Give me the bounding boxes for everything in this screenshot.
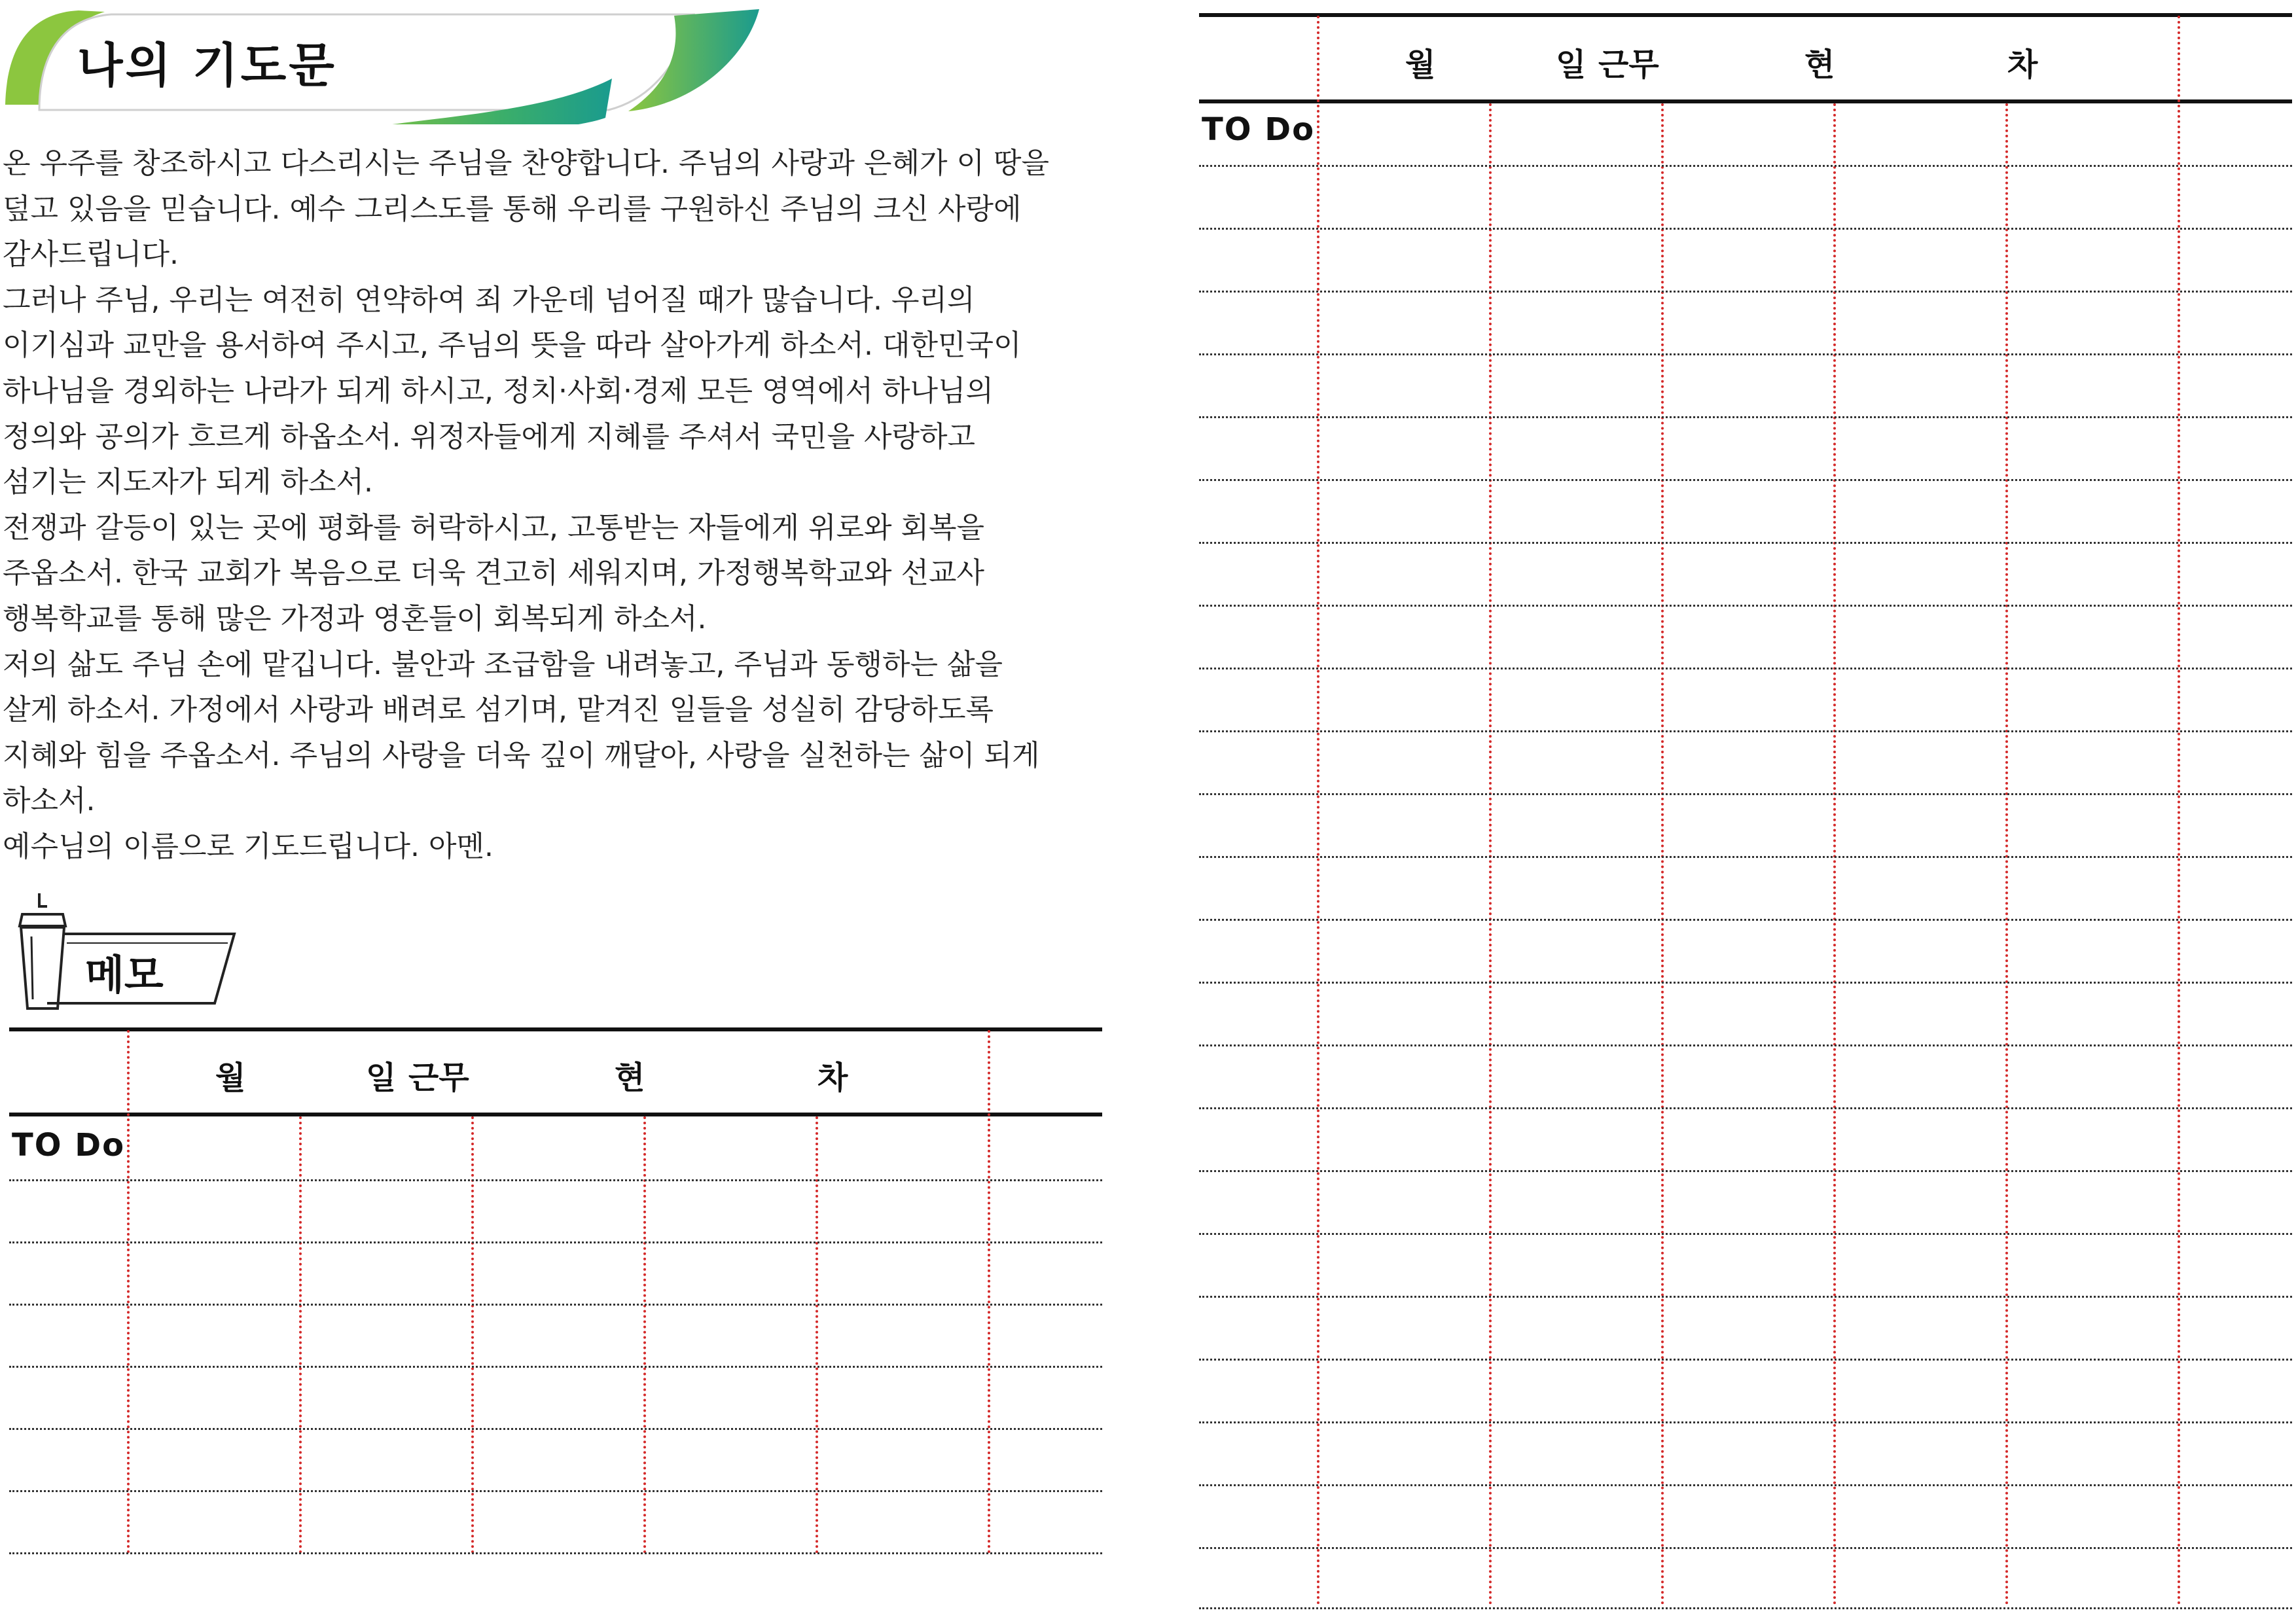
planner-header-rule — [1199, 99, 2292, 103]
row-line — [1199, 1421, 2292, 1423]
column-divider — [643, 1116, 646, 1554]
row-line — [1199, 1170, 2292, 1172]
row-line — [1199, 730, 2292, 732]
prayer-line: 행복학교를 통해 많은 가정과 영혼들이 회복되게 하소서. — [3, 601, 707, 635]
header-present: 현 — [615, 1060, 645, 1096]
prayer-line: 감사드립니다. — [3, 238, 179, 272]
prayer-line: 하나님을 경외하는 나라가 되게 하시고, 정치·사회·경제 모든 영역에서 하나님의 — [3, 374, 994, 408]
prayer-line: 섬기는 지도자가 되게 하소서. — [3, 465, 373, 499]
column-divider — [2005, 103, 2008, 1606]
column-divider — [988, 1030, 990, 1554]
prayer-line: 온 우주를 창조하시고 다스리시는 주님을 찬양합니다. 주님의 사랑과 은혜가 이 땅을 — [3, 147, 1049, 180]
prayer-line: 그러나 주님, 우리는 여전히 연약하여 죄 가운데 넘어질 때가 많습니다. 우리의 — [3, 283, 975, 317]
row-line — [1199, 228, 2292, 230]
prayer-line: 예수님의 이름으로 기도드립니다. 아멘. — [3, 829, 493, 863]
prayer-line: 저의 삶도 주님 손에 맡깁니다. 불안과 조급함을 내려놓고, 주님과 동행하는 삶을 — [3, 647, 1003, 681]
row-line — [1199, 668, 2292, 669]
memo-title: 메모 — [85, 951, 164, 999]
column-divider — [471, 1116, 474, 1554]
column-divider — [816, 1116, 818, 1554]
prayer-line: 지혜와 힘을 주옵소서. 주님의 사랑을 더욱 깊이 깨달아, 사랑을 실천하는 삶이 되게 — [3, 738, 1040, 772]
header-work: 근무 — [408, 1060, 469, 1096]
column-divider — [1661, 103, 1664, 1606]
todo-label: TO Do — [12, 1127, 126, 1164]
row-line — [1199, 1484, 2292, 1486]
row-line — [1199, 1547, 2292, 1549]
row-line — [9, 1304, 1102, 1306]
header-diff: 차 — [2007, 46, 2038, 83]
row-line — [9, 1366, 1102, 1368]
page-title: 나의 기도문 — [77, 38, 337, 93]
header-month: 월 — [215, 1060, 246, 1096]
header-month: 월 — [1405, 46, 1436, 83]
todo-label: TO Do — [1202, 111, 1316, 148]
planner-header-rule — [9, 1113, 1102, 1116]
row-line — [9, 1490, 1102, 1492]
row-line — [1199, 605, 2292, 607]
row-line — [1199, 1107, 2292, 1109]
row-line — [1199, 793, 2292, 795]
row-line — [1199, 856, 2292, 858]
column-divider — [1317, 16, 1319, 1606]
row-line — [1199, 1233, 2292, 1235]
row-line — [1199, 919, 2292, 921]
planner-grid-right — [1199, 13, 2292, 1610]
row-line — [1199, 1296, 2292, 1298]
prayer-line: 전쟁과 갈등이 있는 곳에 평화를 허락하시고, 고통받는 자들에게 위로와 회복을 — [3, 510, 984, 544]
row-line — [1199, 542, 2292, 544]
prayer-line: 하소서. — [3, 784, 96, 818]
row-line — [1199, 1607, 2292, 1609]
header-work: 근무 — [1598, 46, 1659, 83]
prayer-text — [3, 141, 1109, 870]
header-day: 일 — [1556, 46, 1587, 83]
row-line — [9, 1552, 1102, 1554]
row-line — [1199, 353, 2292, 355]
row-line — [1199, 479, 2292, 481]
column-divider — [1833, 103, 1836, 1606]
header-diff: 차 — [817, 1060, 848, 1096]
planner-top-rule — [9, 1027, 1102, 1031]
prayer-line: 정의와 공의가 흐르게 하옵소서. 위정자들에게 지혜를 주셔서 국민을 사랑하고 — [3, 419, 976, 454]
header-day: 일 — [366, 1060, 397, 1096]
title-banner — [0, 0, 759, 124]
row-line — [1199, 291, 2292, 293]
row-line — [1199, 1359, 2292, 1361]
column-divider — [2178, 16, 2180, 1606]
row-line — [9, 1179, 1102, 1181]
header-present: 현 — [1804, 46, 1835, 83]
row-line — [9, 1428, 1102, 1430]
prayer-line: 주옵소서. 한국 교회가 복음으로 더욱 견고히 세워지며, 가정행복학교와 선교사 — [3, 556, 984, 590]
row-line — [1199, 982, 2292, 984]
row-line — [9, 1241, 1102, 1243]
prayer-line: 이기심과 교만을 용서하여 주시고, 주님의 뜻을 따라 살아가게 하소서. 대한민국이 — [3, 329, 1022, 363]
row-line — [1199, 1044, 2292, 1046]
prayer-line: 살게 하소서. 가정에서 사랑과 배려로 섬기며, 맡겨진 일들을 성실히 감당하도록 — [3, 693, 994, 727]
prayer-line: 덮고 있음을 믿습니다. 예수 그리스도를 통해 우리를 구원하신 주님의 크신 사랑에 — [3, 192, 1022, 226]
row-line — [1199, 416, 2292, 418]
row-line — [1199, 165, 2292, 167]
column-divider — [1489, 103, 1492, 1606]
column-divider — [127, 1030, 130, 1554]
planner-top-rule — [1199, 13, 2292, 17]
planner-grid-left — [9, 1027, 1102, 1558]
column-divider — [299, 1116, 302, 1554]
